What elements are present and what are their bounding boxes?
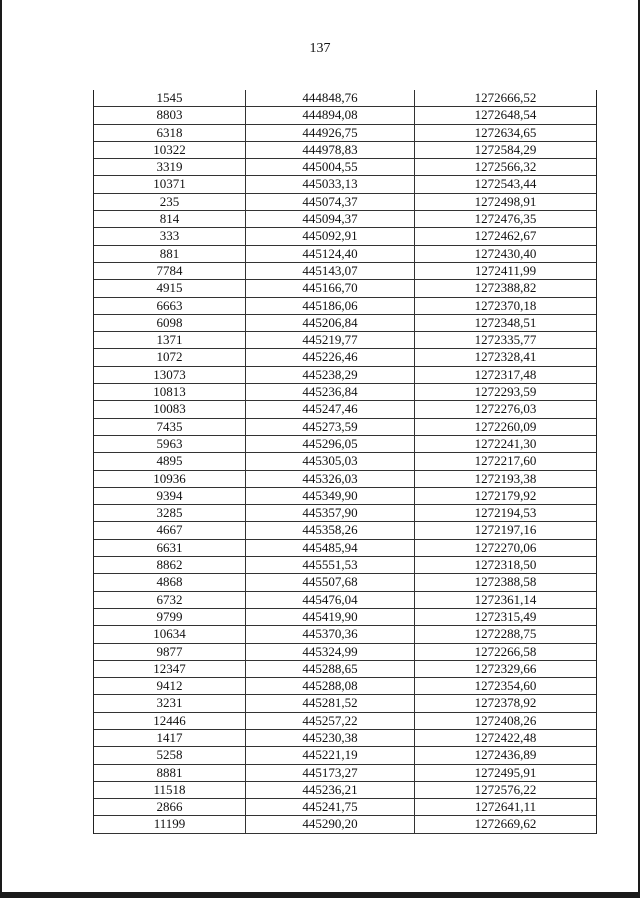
x-coordinate-cell: 444978,83: [246, 142, 415, 158]
point-number-cell: 7784: [94, 263, 246, 279]
y-coordinate-cell: 1272666,52: [474, 90, 537, 105]
x-coordinate-cell: 445281,52: [246, 695, 415, 711]
y-coordinate-cell: 1272329,66: [474, 660, 537, 676]
x-coordinate-cell: 445507,68: [246, 574, 415, 590]
point-number-cell: 10083: [94, 401, 246, 417]
y-coordinate-cell: 1272543,44: [474, 176, 537, 192]
point-number-cell: 11199: [94, 816, 246, 832]
point-number-cell: 9799: [94, 609, 246, 625]
y-coordinate-cell: 1272370,18: [474, 297, 537, 313]
x-coordinate-cell: 445357,90: [246, 505, 415, 521]
table-row: [94, 159, 596, 176]
point-number-cell: 5258: [94, 747, 246, 763]
y-coordinate-cell: 1272411,99: [474, 262, 537, 278]
y-coordinate-cell: 1272270,06: [474, 539, 537, 555]
y-coordinate-cell: 1272436,89: [474, 747, 537, 763]
point-number-cell: 4915: [94, 280, 246, 296]
x-coordinate-cell: 445004,55: [246, 159, 415, 175]
point-number-cell: 814: [94, 211, 246, 227]
table-row: [94, 644, 596, 661]
x-coordinate-cell: 445247,46: [246, 401, 415, 417]
table-row: [94, 332, 596, 349]
point-number-cell: 12347: [94, 661, 246, 677]
point-number-cell: 10371: [94, 176, 246, 192]
x-coordinate-cell: 445290,20: [246, 816, 415, 832]
point-number-cell: 12446: [94, 713, 246, 729]
y-coordinate-cell: 1272335,77: [474, 332, 537, 348]
x-coordinate-cell: 445092,91: [246, 228, 415, 244]
y-coordinate-cell: 1272260,09: [474, 418, 537, 434]
y-coordinate-cell: 1272266,58: [474, 643, 537, 659]
table-row: [94, 765, 596, 782]
point-number-cell: 10634: [94, 626, 246, 642]
point-number-cell: 10813: [94, 384, 246, 400]
x-coordinate-cell: 445485,94: [246, 540, 415, 556]
table-row: [94, 194, 596, 211]
x-coordinate-cell: 445288,08: [246, 678, 415, 694]
coordinates-table: [93, 90, 597, 834]
x-coordinate-cell: 445551,53: [246, 557, 415, 573]
scan-border-bottom: [0, 892, 640, 898]
point-number-cell: 10936: [94, 471, 246, 487]
x-coordinate-cell: 445273,59: [246, 419, 415, 435]
x-coordinate-cell: 445236,21: [246, 782, 415, 798]
point-number-cell: 1545: [94, 90, 246, 106]
x-coordinate-cell: 445206,84: [246, 315, 415, 331]
x-coordinate-cell: 445324,99: [246, 644, 415, 660]
point-number-cell: 6663: [94, 298, 246, 314]
point-number-cell: 8881: [94, 765, 246, 781]
y-coordinate-cell: 1272348,51: [474, 314, 537, 330]
y-coordinate-cell: 1272388,82: [474, 280, 537, 296]
y-coordinate-cell: 1272476,35: [474, 211, 537, 227]
x-coordinate-cell: 445296,05: [246, 436, 415, 452]
x-coordinate-cell: 445230,38: [246, 730, 415, 746]
y-coordinate-cell: 1272361,14: [474, 591, 537, 607]
point-number-cell: 1371: [94, 332, 246, 348]
table-row: [94, 367, 596, 384]
y-coordinate-cell: 1272276,03: [474, 401, 537, 417]
point-number-cell: 9394: [94, 488, 246, 504]
x-coordinate-cell: 444848,76: [246, 90, 415, 106]
y-coordinate-cell: 1272318,50: [474, 557, 537, 573]
y-coordinate-cell: 1272288,75: [474, 626, 537, 642]
y-coordinate-cell: 1272194,53: [474, 505, 537, 521]
point-number-cell: 6631: [94, 540, 246, 556]
table-row: [94, 384, 596, 401]
point-number-cell: 11518: [94, 782, 246, 798]
y-coordinate-cell: 1272354,60: [474, 678, 537, 694]
table-row: [94, 211, 596, 228]
table-row: [94, 557, 596, 574]
table-row: [94, 280, 596, 297]
x-coordinate-cell: 445166,70: [246, 280, 415, 296]
x-coordinate-cell: 445241,75: [246, 799, 415, 815]
point-number-cell: 6318: [94, 125, 246, 141]
x-coordinate-cell: 445221,19: [246, 747, 415, 763]
point-number-cell: 3285: [94, 505, 246, 521]
y-coordinate-cell: 1272634,65: [474, 124, 537, 140]
x-coordinate-cell: 445257,22: [246, 713, 415, 729]
point-number-cell: 4895: [94, 453, 246, 469]
table-row: [94, 540, 596, 557]
x-coordinate-cell: 445124,40: [246, 246, 415, 262]
table-row: [94, 488, 596, 505]
point-number-cell: 8862: [94, 557, 246, 573]
y-coordinate-cell: 1272495,91: [474, 764, 537, 780]
table-row: [94, 626, 596, 643]
x-coordinate-cell: 445419,90: [246, 609, 415, 625]
table-row: [94, 176, 596, 193]
y-coordinate-cell: 1272378,92: [474, 695, 537, 711]
y-coordinate-cell: 1272217,60: [474, 453, 537, 469]
x-coordinate-cell: 444926,75: [246, 125, 415, 141]
x-coordinate-cell: 445236,84: [246, 384, 415, 400]
y-coordinate-cell: 1272576,22: [474, 781, 537, 797]
y-coordinate-cell: 1272430,40: [474, 245, 537, 261]
x-coordinate-cell: 445186,06: [246, 298, 415, 314]
x-coordinate-cell: 444894,08: [246, 107, 415, 123]
y-coordinate-cell: 1272317,48: [474, 366, 537, 382]
table-row: [94, 107, 596, 124]
point-number-cell: 10322: [94, 142, 246, 158]
table-row: [94, 592, 596, 609]
point-number-cell: 3231: [94, 695, 246, 711]
table-row: [94, 349, 596, 366]
table-row: [94, 436, 596, 453]
x-coordinate-cell: 445238,29: [246, 367, 415, 383]
table-row: [94, 661, 596, 678]
table-row: [94, 263, 596, 280]
x-coordinate-cell: 445326,03: [246, 471, 415, 487]
table-row: [94, 574, 596, 591]
table-row: [94, 90, 596, 107]
point-number-cell: 1417: [94, 730, 246, 746]
table-row: [94, 315, 596, 332]
table-row: [94, 816, 596, 833]
y-coordinate-cell: 1272498,91: [474, 193, 537, 209]
y-coordinate-cell: 1272193,38: [474, 470, 537, 486]
table-row: [94, 747, 596, 764]
y-coordinate-cell: 1272293,59: [474, 384, 537, 400]
table-row: [94, 713, 596, 730]
y-coordinate-cell: 1272648,54: [474, 107, 537, 123]
y-coordinate-cell: 1272179,92: [474, 487, 537, 503]
y-coordinate-cell: 1272408,26: [474, 712, 537, 728]
y-coordinate-cell: 1272584,29: [474, 141, 537, 157]
point-number-cell: 333: [94, 228, 246, 244]
table-row: [94, 142, 596, 159]
point-number-cell: 2866: [94, 799, 246, 815]
x-coordinate-cell: 445033,13: [246, 176, 415, 192]
point-number-cell: 7435: [94, 419, 246, 435]
point-number-cell: 3319: [94, 159, 246, 175]
point-number-cell: 881: [94, 246, 246, 262]
y-coordinate-cell: 1272241,30: [474, 435, 537, 451]
table-row: [94, 678, 596, 695]
table-row: [94, 419, 596, 436]
point-number-cell: 9877: [94, 644, 246, 660]
table-row: [94, 401, 596, 418]
x-coordinate-cell: 445476,04: [246, 592, 415, 608]
point-number-cell: 8803: [94, 107, 246, 123]
y-coordinate-cell: 1272315,49: [474, 608, 537, 624]
x-coordinate-cell: 445094,37: [246, 211, 415, 227]
x-coordinate-cell: 445305,03: [246, 453, 415, 469]
point-number-cell: 4667: [94, 522, 246, 538]
table-row: [94, 298, 596, 315]
table-row: [94, 730, 596, 747]
y-coordinate-cell: 1272462,67: [474, 228, 537, 244]
table-row: [94, 799, 596, 816]
point-number-cell: 4868: [94, 574, 246, 590]
scan-border-left: [0, 0, 2, 898]
y-coordinate-cell: 1272422,48: [474, 729, 537, 745]
table-row: [94, 695, 596, 712]
x-coordinate-cell: 445143,07: [246, 263, 415, 279]
point-number-cell: 5963: [94, 436, 246, 452]
table-row: [94, 522, 596, 539]
table-row: [94, 609, 596, 626]
table-row: [94, 228, 596, 245]
y-coordinate-cell: 1272566,32: [474, 159, 537, 175]
point-number-cell: 1072: [94, 349, 246, 365]
point-number-cell: 13073: [94, 367, 246, 383]
point-number-cell: 235: [94, 194, 246, 210]
table-row: [94, 246, 596, 263]
point-number-cell: 6098: [94, 315, 246, 331]
x-coordinate-cell: 445358,26: [246, 522, 415, 538]
x-coordinate-cell: 445370,36: [246, 626, 415, 642]
y-coordinate-cell: 1272197,16: [474, 522, 537, 538]
table-row: [94, 125, 596, 142]
table-row: [94, 782, 596, 799]
x-coordinate-cell: 445074,37: [246, 194, 415, 210]
y-coordinate-cell: 1272669,62: [474, 816, 537, 832]
y-coordinate-cell: 1272328,41: [474, 349, 537, 365]
x-coordinate-cell: 445219,77: [246, 332, 415, 348]
x-coordinate-cell: 445173,27: [246, 765, 415, 781]
y-coordinate-cell: 1272641,11: [474, 799, 537, 815]
point-number-cell: 9412: [94, 678, 246, 694]
table-row: [94, 453, 596, 470]
point-number-cell: 6732: [94, 592, 246, 608]
x-coordinate-cell: 445226,46: [246, 349, 415, 365]
table-row: [94, 471, 596, 488]
y-coordinate-cell: 1272388,58: [474, 574, 537, 590]
page-number: 137: [309, 41, 331, 56]
table-row: [94, 505, 596, 522]
x-coordinate-cell: 445349,90: [246, 488, 415, 504]
x-coordinate-cell: 445288,65: [246, 661, 415, 677]
